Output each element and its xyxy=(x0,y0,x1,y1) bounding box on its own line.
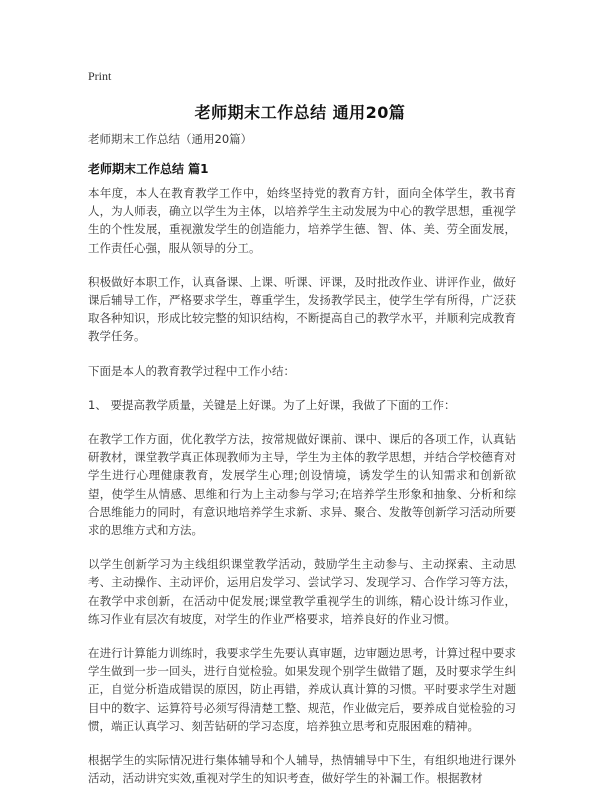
document-body xyxy=(88,184,516,803)
paragraph-2: 积极做好本职工作，认真备课、上课、听课、评课，及时批改作业、讲评作业，做好课后辅导工作，严格要求学生，尊重学生，发扬教学民主，使学生学有所得，广泛获取各种知识，形成比较完整的知识结构，不断提高自己的教学水平，并顺利完成教育教学任务。 xyxy=(88,274,516,344)
document-title: 老师期末工作总结 通用20篇 xyxy=(194,103,406,122)
paragraph-7: 在进行计算能力训练时，我要求学生先要认真审题，边审题边思考，计算过程中要求学生做到一步一回头，进行自觉检验。如果发现个别学生做错了题，及时要求学生纠正，自觉分析造成错误的原因，防止再错，养成认真计算的习惯。平时要求学生对题目中的数字、运算符号必须写得清楚工整、规范，作业做完后，要养成自觉检验的习惯，端正认真学习、刻苦钻研的学习态度，培养独立思考和克服困难的精神。 xyxy=(88,646,516,733)
paragraph-4: 1、 要提高教学质量，关键是上好课。为了上好课，我做了下面的工作： xyxy=(88,397,456,412)
paragraph-5: 在教学工作方面，优化教学方法，按常规做好课前、课中、课后的各项工作，认真钻研教材，课堂教学真正体现教师为主导，学生为主体的教学思想，并结合学校德育对学生进行心理健康教育，发展学生心理;创设情境，诱发学生的认知需求和创新欲望，使学生从情感、思维和行为上主动参与学习;在培养学生形象和抽象、分析和综合思维能力的同时，有意识地培养学生求新、求异、聚合、发散等创新学习活动所要求的思维方式和方法。 xyxy=(88,432,516,538)
paragraph-6: 以学生创新学习为主线组织课堂教学活动，鼓励学生主动参与、主动探索、主动思考、主动操作、主动评价，运用启发学习、尝试学习、发现学习、合作学习等方法，在教学中求创新，在活动中促发展;课堂教学重视学生的训练，精心设计练习作业，练习作业有层次有坡度，对学生的作业严格要求，培养良好的作业习惯。 xyxy=(88,557,516,626)
print-label: Print xyxy=(88,69,112,83)
document-subtitle: 老师期末工作总结（通用20篇） xyxy=(88,132,253,146)
paragraph-1: 本年度，本人在教育教学工作中，始终坚持党的教育方针，面向全体学生，教书育人，为人师表，确立以学生为主体，以培养学生主动发展为中心的教学思想，重视学生的个性发展，重视激发学生的创造能力，培养学生德、智、体、美、劳全面发展，工作责任心强，服从领导的分工。 xyxy=(88,186,516,255)
paragraph-3: 下面是本人的教育教学过程中工作小结： xyxy=(88,363,295,378)
section-heading: 老师期末工作总结 篇1 xyxy=(88,162,209,176)
paragraph-8: 根据学生的实际情况进行集体辅导和个人辅导，热情辅导中下生，有组织地进行课外活动，活动讲究实效,重视对学生的知识考查，做好学生的补漏工作。根据教材 xyxy=(88,753,516,786)
